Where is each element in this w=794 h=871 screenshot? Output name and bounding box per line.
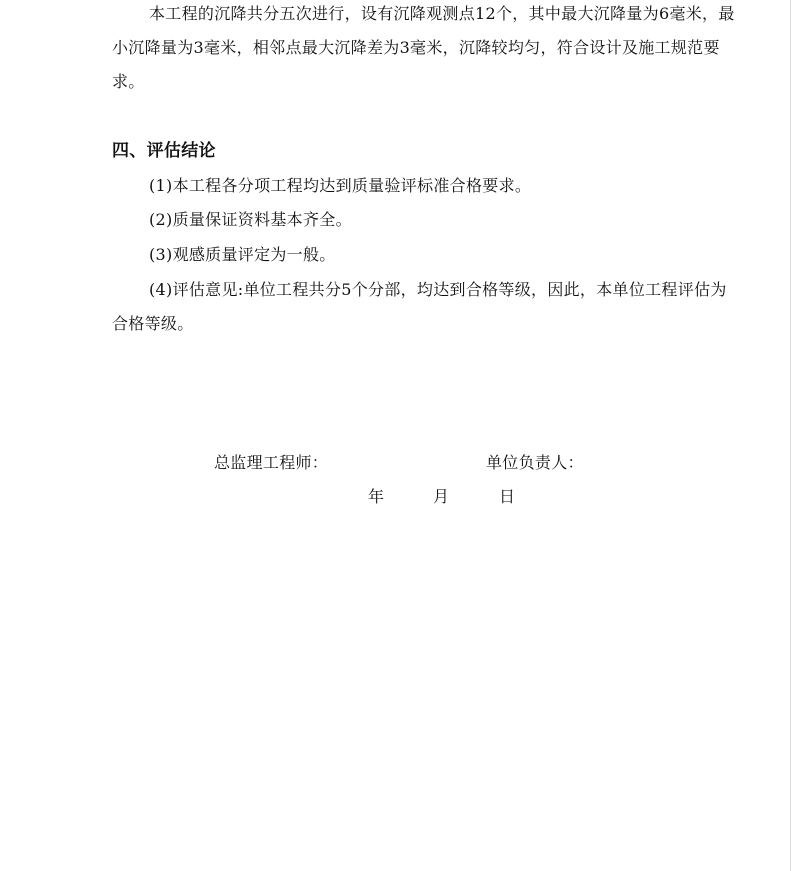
date-year: 年: [368, 487, 385, 506]
unit-leader-label: 单位负责人：: [486, 453, 584, 472]
conclusion-item-3: (3)观感质量评定为一般。: [149, 245, 336, 264]
section-heading: 四、评估结论: [112, 141, 216, 161]
chief-supervisor-label: 总监理工程师：: [214, 453, 329, 472]
settlement-paragraph: 本工程的沉降共分五次进行，设有沉降观测点12个，其中最大沉降量为6毫米，最小沉降量为3毫米，相邻点最大沉降差为3毫米，沉降较均匀，符合设计及施工规范要求。: [112, 4, 735, 91]
conclusion-item-4: (4)评估意见:单位工程共分5个分部，均达到合格等级，因此，本单位工程评估为合格等级。: [112, 280, 727, 333]
date-day: 日: [499, 487, 516, 506]
date-month: 月: [433, 487, 450, 506]
conclusion-item-1: (1)本工程各分项工程均达到质量验评标准合格要求。: [149, 176, 532, 195]
conclusion-item-2: (2)质量保证资料基本齐全。: [149, 210, 352, 229]
